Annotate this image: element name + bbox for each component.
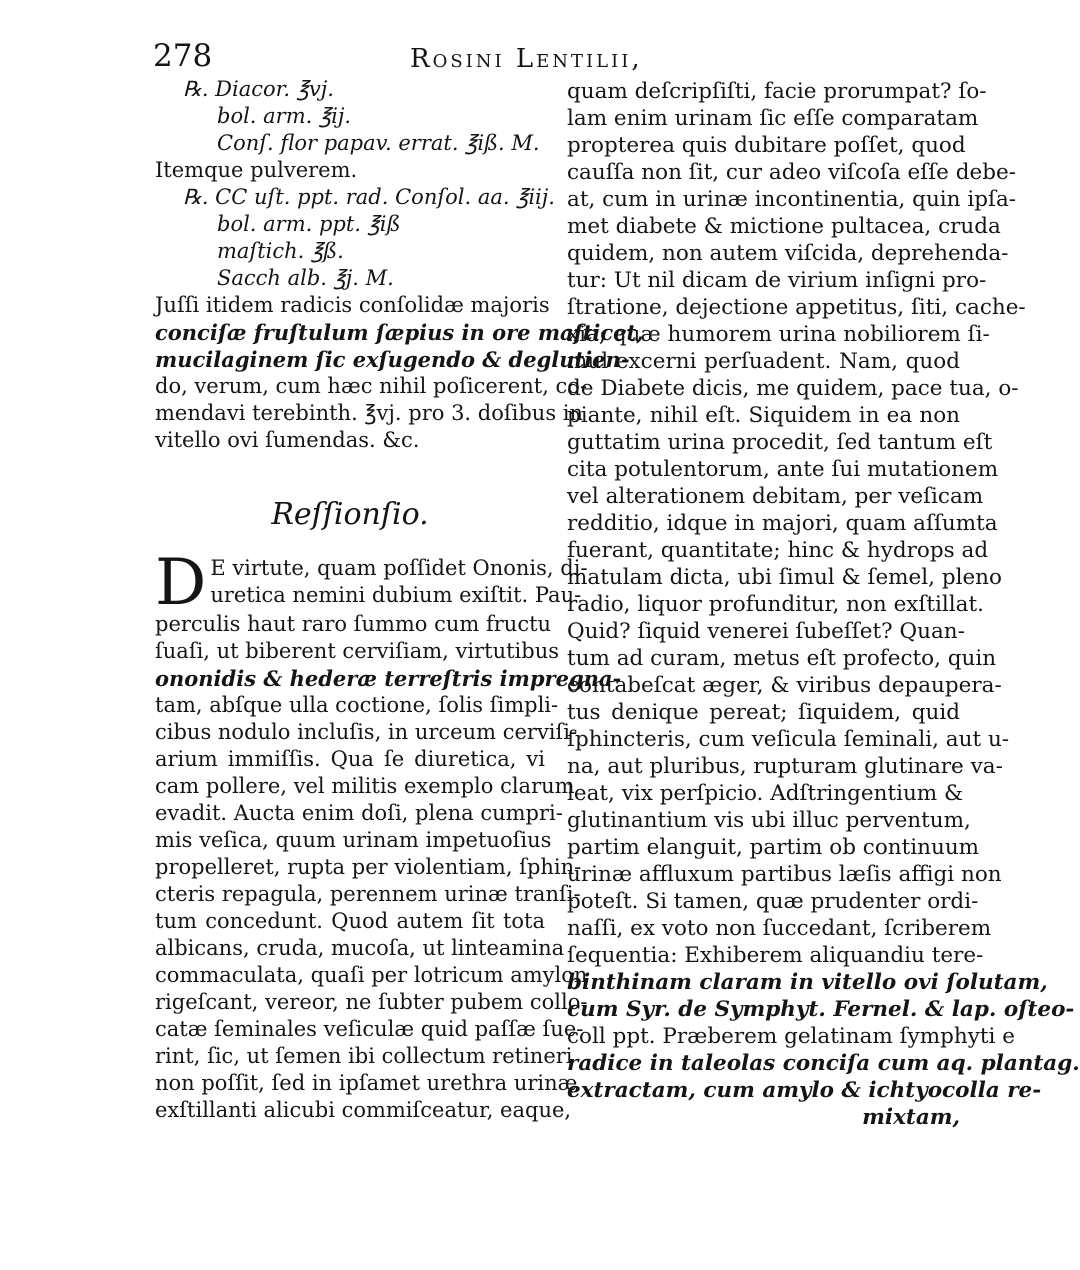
text-line: propterea quis dubitare poſſet, quod <box>567 133 966 158</box>
text-line: tum concedunt. Quod autem ſit tota <box>155 909 545 933</box>
text-line: do, verum, cum hæc nihil poſicerent, co- <box>155 374 588 398</box>
text-line: glutinantium vis ubi illuc perventum, <box>567 808 971 833</box>
text-line: mucilaginem ſic exſugendo & deglutien- <box>155 347 630 372</box>
text-line: vitello ovi ſumendas. &c. <box>155 428 420 452</box>
page-number: 278 <box>153 38 213 74</box>
text-line: propelleret, rupta per violentiam, ſphin- <box>155 855 582 879</box>
text-line: tum ad curam, metus eſt profecto, quin <box>567 646 997 671</box>
recipe-line: Sacch alb. ℥j. M. <box>217 266 394 290</box>
recipe-line: Conſ. flor papav. errat. ℥iß. M. <box>217 131 540 155</box>
text-line: redditio, idque in majori, quam aſſumta <box>567 511 998 536</box>
text-line: evadit. Aucta enim doſi, plena cumpri- <box>155 801 563 825</box>
text-line: poteſt. Si tamen, quæ prudenter ordi- <box>567 889 979 914</box>
recipe-line: bol. arm. ppt. ℥iß <box>217 212 401 236</box>
running-head: Rosini Lentilii, <box>410 44 643 74</box>
text-line: ſtratione, dejectione appetitus, ſiti, cache- <box>567 295 1026 320</box>
text-line: E virtute, quam poſſidet Ononis, di- <box>210 556 588 580</box>
recipe-line: maſtich. ℥ß. <box>217 239 344 263</box>
text-line: naſſi, ex voto non ſuccedant, ſcriberem <box>567 916 992 941</box>
text-line: mul excerni perſuadent. Nam, quod <box>567 349 960 374</box>
text-line: tur: Ut nil dicam de virium inſigni pro- <box>567 268 987 293</box>
text-line: commaculata, quaſi per lotricum amylon <box>155 963 588 987</box>
text-line: de Diabete dicis, me quidem, pace tua, o- <box>567 376 1019 401</box>
text-line: quam deſcripſiſti, facie prorumpat? ſo- <box>567 79 987 104</box>
text-line: Quid? ſiquid venerei ſubeſſet? Quan- <box>567 619 965 644</box>
text-line: exſtillanti alicubi commiſceatur, eaque, <box>155 1098 572 1122</box>
text-line: quidem, non autem viſcida, deprehenda- <box>567 241 1009 266</box>
text-line: radio, liquor profunditur, non exſtillat. <box>567 592 984 617</box>
recipe-line: ℞. CC uſt. ppt. rad. Conſol. aa. ℥iij. <box>183 185 555 209</box>
right-column <box>567 78 1080 1131</box>
text-line: ſequentia: Exhiberem aliquandiu tere- <box>567 943 984 968</box>
text-line: tam, abſque ulla coctione, ſolis ſimpli- <box>155 693 559 717</box>
text-line: urinæ affluxum partibus læſis affigi non <box>567 862 1002 887</box>
text-line: cum Syr. de Symphyt. Fernel. & lap. oſteo- <box>567 997 1075 1022</box>
text-line: at, cum in urinæ incontinentia, quin ipſa- <box>567 187 1017 212</box>
text-line: ononidis & hederæ terreſtris impregna- <box>155 666 622 691</box>
text-line: cteris repagula, perennem urinæ tranſi- <box>155 882 581 906</box>
text-line: leat, vix perſpicio. Adſtringentium & <box>567 781 964 806</box>
text-line: Juſſi itidem radicis conſolidæ majoris <box>155 293 550 317</box>
text-line: piante, nihil eſt. Siquidem in ea non <box>567 403 960 428</box>
text-line: albicans, cruda, mucoſa, ut linteamina <box>155 936 565 960</box>
text-line: mis veſica, quum urinam impetuoſius <box>155 828 552 852</box>
text-line: rint, ſic, ut ſemen ibi collectum retineri <box>155 1044 573 1068</box>
text-line: perculis haut raro ſummo cum fructu <box>155 612 552 636</box>
text-line: ſphincteris, cum veſicula ſeminali, aut u- <box>567 727 1010 752</box>
text-line: cita potulentorum, ante ſui mutationem <box>567 457 999 482</box>
text-line: met diabete & mictione pultacea, cruda <box>567 214 1001 239</box>
text-line: non poſſit, ſed in ipſamet urethra urinæ <box>155 1071 578 1095</box>
text-line: extractam, cum amylo & ichtyocolla re- <box>567 1078 1042 1103</box>
text-line: xia; quæ humorem urina nobiliorem ſi- <box>567 322 990 347</box>
catchword: mixtam, <box>862 1105 960 1130</box>
text-line: ſuaſi, ut biberent cerviſiam, virtutibus <box>155 639 559 663</box>
left-column <box>155 76 644 1124</box>
text-line: catæ ſeminales veſiculæ quid paſſæ ſue- <box>155 1017 584 1041</box>
text-line: partim elanguit, partim ob continuum <box>567 835 980 860</box>
text-line: fuerant, quantitate; hinc & hydrops ad <box>567 538 989 563</box>
recipe-line: ℞. Diacor. ℥vj. <box>183 77 334 101</box>
text-line: arium immiſſis. Qua ſe diuretica, vi <box>155 747 545 771</box>
text-line: rigeſcant, vereor, ne ſubter pubem collo- <box>155 990 588 1014</box>
text-line: conciſæ fruſtulum ſæpius in ore maſticet, <box>155 320 644 345</box>
recipe-line: bol. arm. ℥ij. <box>217 104 352 128</box>
text-line: cauſſa non ſit, cur adeo viſcoſa eſſe debe- <box>567 160 1016 185</box>
text-line: na, aut pluribus, rupturam glutinare va- <box>567 754 1003 779</box>
text-line: radice in taleolas conciſa cum aq. plantag. <box>567 1051 1080 1076</box>
text-line: contabeſcat æger, & viribus depaupera- <box>567 673 1002 698</box>
drop-cap: D <box>155 546 207 620</box>
text-line: vel alterationem debitam, per veſicam <box>567 484 984 509</box>
text-line: binthinam claram in vitello ovi ſolutam, <box>567 970 1048 995</box>
text-line: guttatim urina procedit, ſed tantum eſt <box>567 430 993 455</box>
text-line: coll ppt. Præberem gelatinam ſymphyti e <box>567 1024 1015 1049</box>
text-line: tus denique pereat; ſiquidem, quid <box>567 700 960 725</box>
text-line: matulam dicta, ubi ſimul & ſemel, pleno <box>567 565 1002 590</box>
text-line: lam enim urinam ſic eſſe comparatam <box>567 106 979 131</box>
section-title: Reſſionſio. <box>271 497 429 532</box>
recipe-tail: Itemque pulverem. <box>155 158 358 182</box>
text-line: cam pollere, vel militis exemplo clarum <box>155 774 575 798</box>
text-line: cibus nodulo incluſis, in urceum cerviſi- <box>155 720 578 744</box>
text-line: uretica nemini dubium exiſtit. Pau- <box>210 583 582 607</box>
text-line: mendavi terebinth. ℥vj. pro 3. doſibus in <box>155 401 584 425</box>
